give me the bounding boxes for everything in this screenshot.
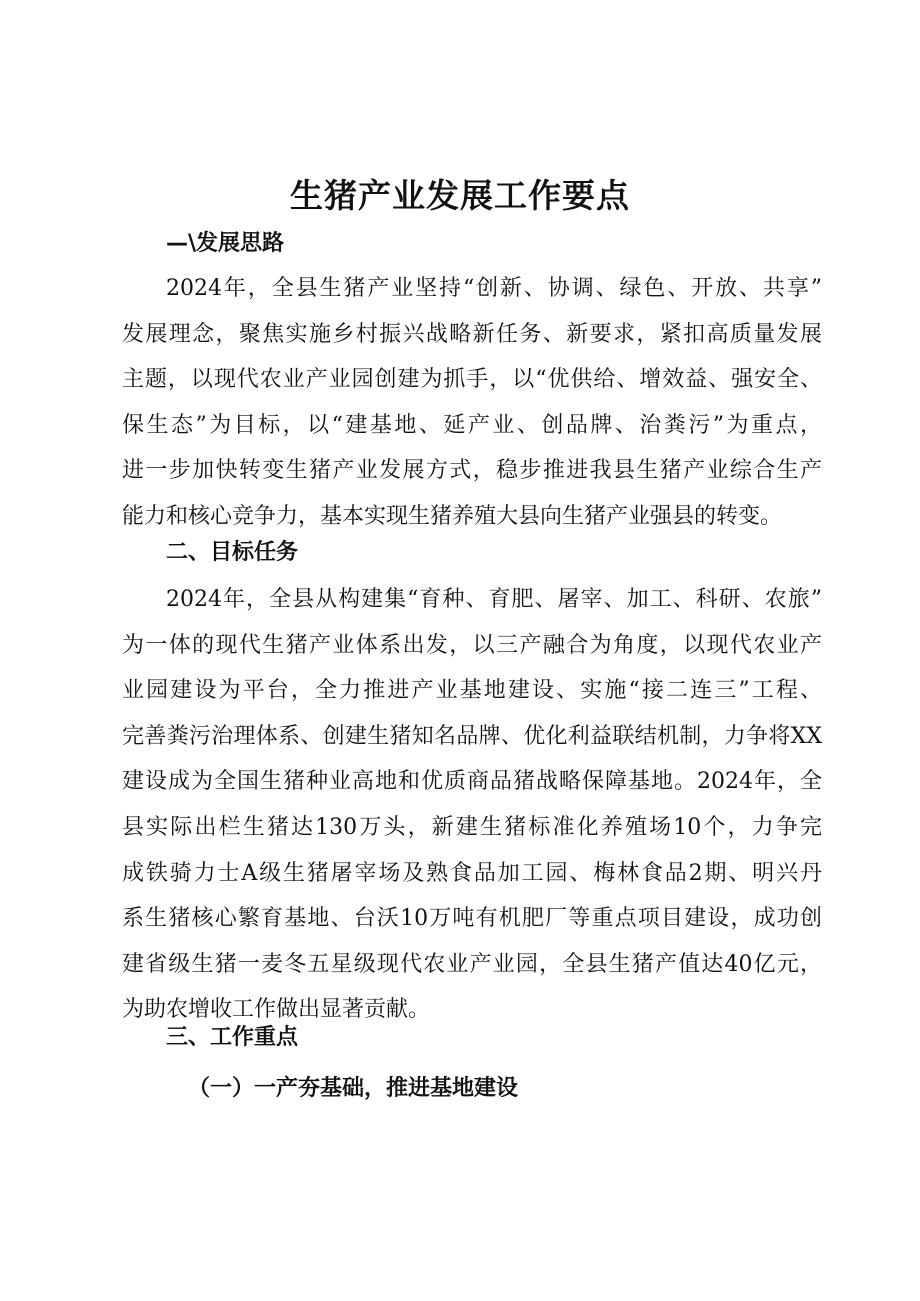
paragraph-line: 为助农增收工作做出显著贡献。 — [122, 997, 431, 1023]
paragraph-line: 为一体的现代生猪产业体系出发，以三产融合为角度，以现代农业产 — [122, 632, 822, 658]
paragraph-development-ideas — [122, 266, 822, 540]
paragraph-line: 建设成为全国生猪种业高地和优质商品猪战略保障基地。2024年，全 — [122, 769, 822, 795]
paragraph-line: 能力和核心竞争力，基本实现生猪养殖大县向生猪产业强县的转变。 — [122, 503, 783, 529]
paragraph-line: 成铁骑力士A级生猪屠宰场及熟食品加工园、梅林食品2期、明兴丹 — [122, 860, 822, 886]
paragraph-line: 进一步加快转变生猪产业发展方式，稳步推进我县生猪产业综合生产 — [122, 458, 822, 484]
paragraph-line: 保生态”为目标，以“建基地、延产业、创品牌、治粪污”为重点， — [122, 412, 822, 438]
paragraph-line: 主题，以现代农业产业园创建为抓手，以“优供给、增效益、强安全、 — [122, 367, 822, 393]
paragraph-goals-tasks — [122, 577, 822, 1033]
section-heading-work-priorities: 三、工作重点 — [166, 1025, 299, 1050]
paragraph-line: 系生猪核心繁育基地、台沃10万吨有机肥厂等重点项目建设，成功创 — [122, 906, 822, 932]
paragraph-line: 发展理念，聚焦实施乡村振兴战略新任务、新要求，紧扣高质量发展 — [122, 321, 822, 347]
paragraph-line: 2024年，全县生猪产业坚持“创新、协调、绿色、开放、共享” — [166, 276, 822, 301]
paragraph-line: 建省级生猪一麦冬五星级现代农业产业园，全县生猪产值达40亿元， — [122, 951, 822, 977]
paragraph-line: 完善粪污治理体系、创建生猪知名品牌、优化利益联结机制，力争将XX — [122, 723, 822, 749]
subsection-heading-primary-industry: （一）一产夯基础，推进基地建设 — [188, 1075, 519, 1101]
paragraph-line: 县实际出栏生猪达130万头，新建生猪标准化养殖场10个，力争完 — [122, 814, 822, 840]
section-heading-goals-tasks: 二、目标任务 — [166, 540, 299, 565]
paragraph-line: 2024年，全县从构建集“育种、育肥、屠宰、加工、科研、农旅” — [166, 587, 822, 612]
document-title: 生猪产业发展工作要点 — [290, 176, 630, 215]
section-heading-development-ideas: —\发展思路 — [166, 231, 285, 256]
paragraph-line: 业园建设为平台，全力推进产业基地建设、实施“接二连三”工程、 — [122, 678, 822, 704]
